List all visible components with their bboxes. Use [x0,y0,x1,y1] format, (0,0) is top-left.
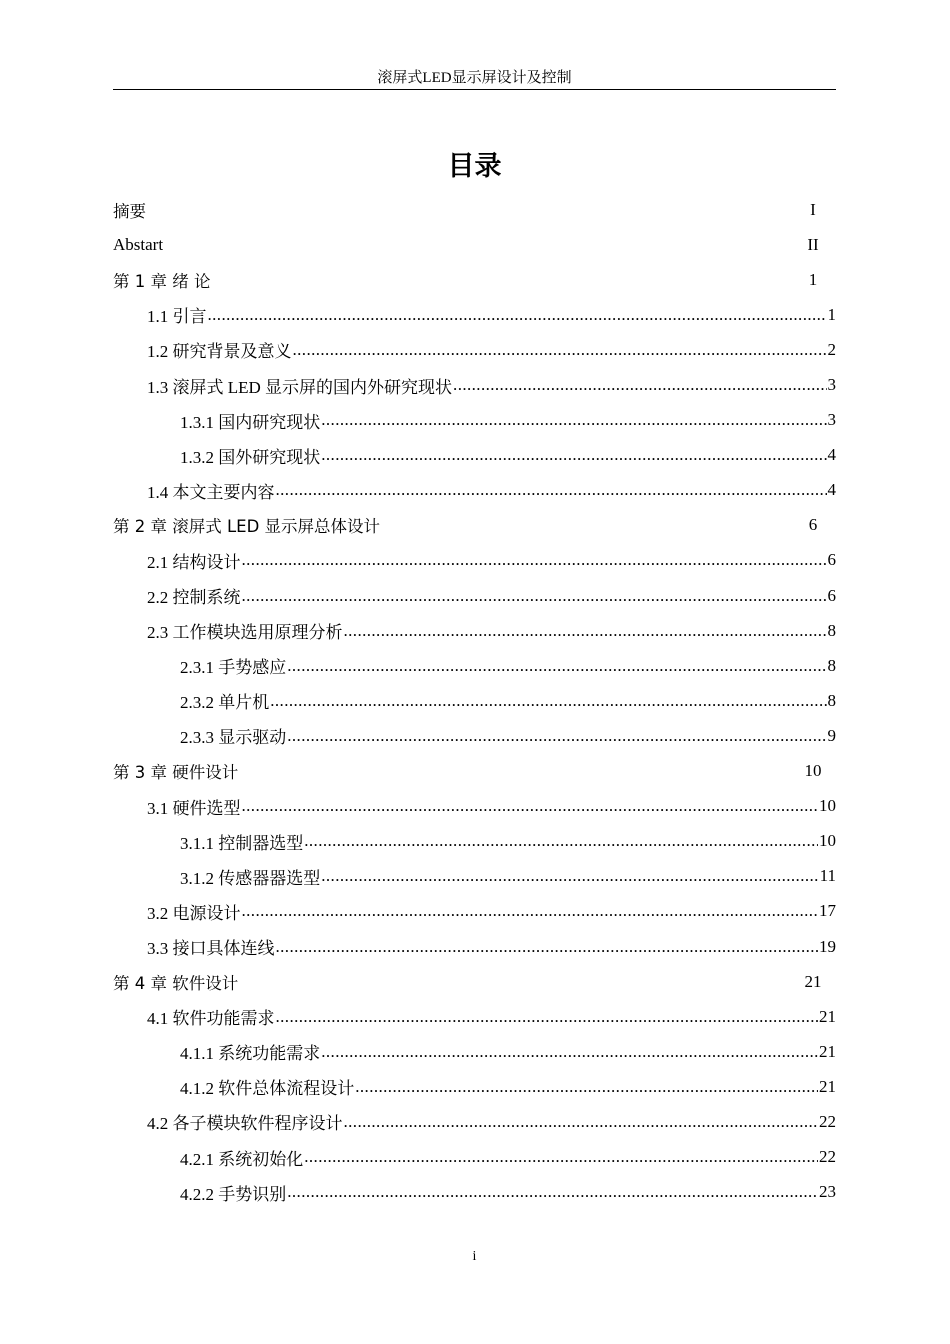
toc-entry-page: 11 [819,866,836,886]
toc-entry-abstract-cn[interactable] [113,192,836,227]
toc-entry-page: 21 [819,1006,836,1026]
toc-entry-page: 1 [808,269,818,289]
toc-entry-label: 4.2 各子模块软件程序设计 [147,1114,343,1134]
toc-entry-3-1-2[interactable] [113,859,836,894]
toc-entry-page: 2 [827,339,836,359]
toc-entry-label: 3.1.2 传感器器选型 [180,868,321,888]
toc-entry-1-2[interactable] [113,332,836,367]
toc-entry-page: 1 [827,304,836,324]
dot-leader [453,375,826,395]
toc-entry-page: 21 [804,971,822,991]
dot-leader [270,691,826,711]
toc-entry-page: 6 [827,550,836,570]
dot-leader [321,445,826,465]
dot-leader [321,866,818,886]
dot-leader [242,796,819,816]
toc-entry-label: 2.3.2 单片机 [180,693,270,713]
toc-entry-label: 4.2.1 系统初始化 [180,1149,304,1169]
dot-leader [304,831,818,851]
toc-entry-label: 2.3.1 手势感应 [180,658,287,678]
toc-entry-2-3-2[interactable] [113,683,836,718]
toc-entry-label: 第 4 章 软件设计 [113,973,239,993]
toc-entry-label: 3.3 接口具体连线 [147,939,275,959]
toc-entry-3-1[interactable] [113,789,836,824]
toc-entry-page: 4 [827,480,836,500]
toc-entry-page: 3 [827,410,836,430]
toc-entry-page: 17 [819,901,836,921]
toc-entry-2-3-3[interactable] [113,718,836,753]
toc-entry-4-2-1[interactable] [113,1140,836,1175]
toc-entry-4-1[interactable] [113,999,836,1034]
toc-entry-page: 22 [819,1147,836,1167]
dot-leader [287,1182,818,1202]
toc-entry-chapter-1[interactable] [113,262,836,297]
toc-entry-label: 4.1.1 系统功能需求 [180,1044,321,1064]
toc-entry-page: 3 [827,375,836,395]
dot-leader [276,1007,819,1027]
toc-entry-page: 8 [827,620,836,640]
toc-entry-abstract-en[interactable] [113,227,836,262]
toc-entry-label: 第 1 章 绪 论 [113,271,211,291]
toc-entry-page: 10 [819,796,836,816]
toc-entry-3-3[interactable] [113,929,836,964]
toc-entry-4-2[interactable] [113,1104,836,1139]
toc-entry-page: 6 [808,515,818,535]
toc-entry-page: 8 [827,655,836,675]
toc-entry-label: 1.2 研究背景及意义 [147,342,292,362]
toc-entry-label: 1.4 本文主要内容 [147,482,275,502]
dot-leader [321,1042,818,1062]
toc-entry-3-2[interactable] [113,894,836,929]
toc-entry-1-4[interactable] [113,473,836,508]
toc-entry-2-3-1[interactable] [113,648,836,683]
toc-entry-label: 4.1 软件功能需求 [147,1009,275,1029]
dot-leader [242,550,827,570]
toc-entry-3-1-1[interactable] [113,824,836,859]
toc-entry-page: 10 [819,831,836,851]
toc-entry-label: Abstart [113,234,164,254]
toc-entry-2-1[interactable] [113,543,836,578]
toc-entry-page: 23 [819,1182,836,1202]
toc-entry-label: 1.3.2 国外研究现状 [180,447,321,467]
dot-leader [293,340,827,360]
dot-leader [344,621,827,641]
toc-entry-label: 2.3 工作模块选用原理分析 [147,623,343,643]
dot-leader [287,656,826,676]
toc-entry-label: 摘要 [113,201,146,221]
toc-entry-chapter-3[interactable] [113,754,836,789]
header-rule [113,89,836,90]
dot-leader [355,1077,818,1097]
toc-entry-page: 8 [827,690,836,710]
toc-entry-label: 第 2 章 滚屏式 LED 显示屏总体设计 [113,517,381,537]
toc-entry-label: 第 3 章 硬件设计 [113,763,239,783]
toc-entry-label: 4.1.2 软件总体流程设计 [180,1079,355,1099]
toc-entry-label: 3.2 电源设计 [147,903,241,923]
toc-entry-2-2[interactable] [113,578,836,613]
dot-leader [321,410,826,430]
toc-entry-2-3[interactable] [113,613,836,648]
toc-entry-label: 1.3.1 国内研究现状 [180,412,321,432]
page-header: 滚屏式LED显示屏设计及控制 [377,70,572,86]
dot-leader [242,586,827,606]
document-title: 目录 [447,151,502,182]
dot-leader [208,305,827,325]
table-of-contents [113,192,836,1210]
toc-entry-page: 10 [804,761,822,781]
toc-entry-page: 19 [819,936,836,956]
toc-entry-page: 22 [819,1111,836,1131]
toc-entry-page: 6 [827,585,836,605]
toc-entry-1-3[interactable] [113,367,836,402]
toc-entry-label: 3.1 硬件选型 [147,798,241,818]
toc-entry-label: 1.3 滚屏式 LED 显示屏的国内外研究现状 [147,377,453,397]
toc-entry-chapter-4[interactable] [113,964,836,999]
toc-entry-page: 9 [827,725,836,745]
dot-leader [242,901,819,921]
toc-entry-page: II [807,234,819,254]
toc-entry-1-3-2[interactable] [113,438,836,473]
dot-leader [344,1112,819,1132]
dot-leader [287,726,826,746]
toc-entry-page: 4 [827,445,836,465]
toc-entry-label: 1.1 引言 [147,307,207,327]
toc-entry-label: 2.3.3 显示驱动 [180,728,287,748]
toc-entry-4-2-2[interactable] [113,1175,836,1210]
toc-entry-1-3-1[interactable] [113,403,836,438]
toc-entry-4-1-1[interactable] [113,1034,836,1069]
dot-leader [304,1147,818,1167]
toc-entry-label: 3.1.1 控制器选型 [180,833,304,853]
toc-entry-page: 21 [819,1041,836,1061]
toc-entry-label: 2.1 结构设计 [147,552,241,572]
toc-entry-1-1[interactable] [113,297,836,332]
toc-entry-page: I [810,199,816,219]
toc-entry-chapter-2[interactable] [113,508,836,543]
page-number: i [472,1249,477,1264]
dot-leader [276,937,819,957]
toc-entry-label: 2.2 控制系统 [147,588,241,608]
toc-entry-label: 4.2.2 手势识别 [180,1184,287,1204]
dot-leader [276,480,827,500]
toc-entry-page: 21 [819,1076,836,1096]
toc-entry-4-1-2[interactable] [113,1069,836,1104]
